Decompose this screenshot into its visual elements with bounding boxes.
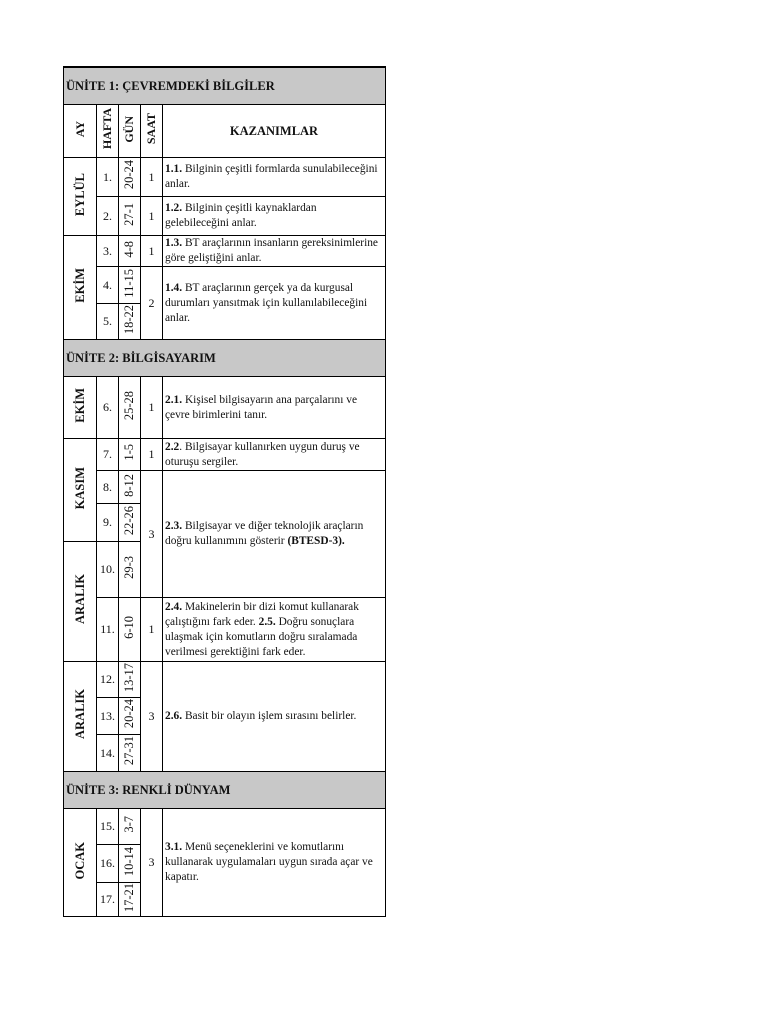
week-cell: 6. bbox=[97, 377, 119, 439]
day-cell: 29-3 bbox=[119, 542, 141, 598]
hour-cell: 1 bbox=[141, 439, 163, 471]
table-row bbox=[64, 158, 386, 197]
table-row bbox=[64, 377, 386, 439]
hour-cell: 2 bbox=[141, 267, 163, 340]
unit-2-title: ÜNİTE 2: BİLGİSAYARIM bbox=[64, 340, 386, 377]
plan-sheet bbox=[63, 67, 385, 917]
day-cell: 13-17 bbox=[119, 662, 141, 698]
hour-cell: 3 bbox=[141, 471, 163, 598]
hour-cell: 3 bbox=[141, 809, 163, 917]
day-cell: 8-12 bbox=[119, 471, 141, 504]
table-row bbox=[64, 809, 386, 845]
table-row bbox=[64, 598, 386, 662]
week-cell: 7. bbox=[97, 439, 119, 471]
header-ay: AY bbox=[64, 105, 97, 158]
month-ekim: EKİM bbox=[64, 377, 97, 439]
month-aralik: ARALIK bbox=[64, 662, 97, 772]
week-cell: 17. bbox=[97, 883, 119, 917]
week-cell: 14. bbox=[97, 735, 119, 772]
header-kazanimlar: KAZANIMLAR bbox=[163, 105, 386, 158]
week-cell: 8. bbox=[97, 471, 119, 504]
month-ocak: OCAK bbox=[64, 809, 97, 917]
day-cell: 27-1 bbox=[119, 197, 141, 236]
day-cell: 11-15 bbox=[119, 267, 141, 304]
day-cell: 6-10 bbox=[119, 598, 141, 662]
week-cell: 15. bbox=[97, 809, 119, 845]
header-saat: SAAT bbox=[141, 105, 163, 158]
day-cell: 4-8 bbox=[119, 236, 141, 267]
week-cell: 1. bbox=[97, 158, 119, 197]
day-cell: 25-28 bbox=[119, 377, 141, 439]
hour-cell: 1 bbox=[141, 377, 163, 439]
kazanim-cell: 2.4. Makinelerin bir dizi komut kullanarak çalıştığını fark eder. 2.5. Doğru sonuçlara ulaşmak için komutların doğru sıralamada verilmesi gerektiğini fark eder. bbox=[163, 598, 386, 662]
hour-cell: 1 bbox=[141, 197, 163, 236]
table-row bbox=[64, 267, 386, 304]
unit-3-title: ÜNİTE 3: RENKLİ DÜNYAM bbox=[64, 772, 386, 809]
hour-cell: 1 bbox=[141, 598, 163, 662]
day-cell: 10-14 bbox=[119, 845, 141, 883]
plan-table bbox=[63, 67, 386, 917]
day-cell: 3-7 bbox=[119, 809, 141, 845]
week-cell: 9. bbox=[97, 504, 119, 542]
week-cell: 11. bbox=[97, 598, 119, 662]
kazanim-cell: 2.6. Basit bir olayın işlem sırasını belirler. bbox=[163, 662, 386, 772]
day-cell: 20-24 bbox=[119, 698, 141, 735]
week-cell: 13. bbox=[97, 698, 119, 735]
kazanim-cell: 3.1. Menü seçeneklerini ve komutlarını kullanarak uygulamaları uygun sırada açar ve kapatır. bbox=[163, 809, 386, 917]
day-cell: 18-22 bbox=[119, 304, 141, 340]
week-cell: 16. bbox=[97, 845, 119, 883]
kazanim-cell: 2.1. Kişisel bilgisayarın ana parçalarını ve çevre birimlerini tanır. bbox=[163, 377, 386, 439]
kazanim-cell: 1.1. Bilginin çeşitli formlarda sunulabileceğini anlar. bbox=[163, 158, 386, 197]
day-cell: 20-24 bbox=[119, 158, 141, 197]
table-row bbox=[64, 471, 386, 504]
hour-cell: 3 bbox=[141, 662, 163, 772]
table-row bbox=[64, 439, 386, 471]
kazanim-cell: 1.3. BT araçlarının insanların gereksinimlerine göre geliştiğini anlar. bbox=[163, 236, 386, 267]
week-cell: 2. bbox=[97, 197, 119, 236]
hour-cell: 1 bbox=[141, 158, 163, 197]
week-cell: 3. bbox=[97, 236, 119, 267]
table-header-row bbox=[64, 105, 386, 158]
month-eylul: EYLÜL bbox=[64, 158, 97, 236]
hour-cell: 1 bbox=[141, 236, 163, 267]
header-hafta: HAFTA bbox=[97, 105, 119, 158]
kazanim-cell: 2.3. Bilgisayar ve diğer teknolojik araçların doğru kullanımını gösterir (BTESD-3). bbox=[163, 471, 386, 598]
table-row bbox=[64, 236, 386, 267]
table-row bbox=[64, 197, 386, 236]
day-cell: 1-5 bbox=[119, 439, 141, 471]
kazanim-cell: 2.2. Bilgisayar kullanırken uygun duruş ve oturuşu sergiler. bbox=[163, 439, 386, 471]
day-cell: 27-31 bbox=[119, 735, 141, 772]
week-cell: 4. bbox=[97, 267, 119, 304]
week-cell: 10. bbox=[97, 542, 119, 598]
kazanim-cell: 1.2. Bilginin çeşitli kaynaklardan gelebileceğini anlar. bbox=[163, 197, 386, 236]
table-row bbox=[64, 662, 386, 698]
header-gun: GÜN bbox=[119, 105, 141, 158]
week-cell: 5. bbox=[97, 304, 119, 340]
day-cell: 17-21 bbox=[119, 883, 141, 917]
month-kasim: KASIM bbox=[64, 439, 97, 542]
month-ekim: EKİM bbox=[64, 236, 97, 340]
month-aralik: ARALIK bbox=[64, 542, 97, 662]
day-cell: 22-26 bbox=[119, 504, 141, 542]
kazanim-cell: 1.4. BT araçlarının gerçek ya da kurgusal durumları yansıtmak için kullanılabileceğini anlar. bbox=[163, 267, 386, 340]
week-cell: 12. bbox=[97, 662, 119, 698]
unit-1-title: ÜNİTE 1: ÇEVREMDEKİ BİLGİLER bbox=[64, 68, 386, 105]
